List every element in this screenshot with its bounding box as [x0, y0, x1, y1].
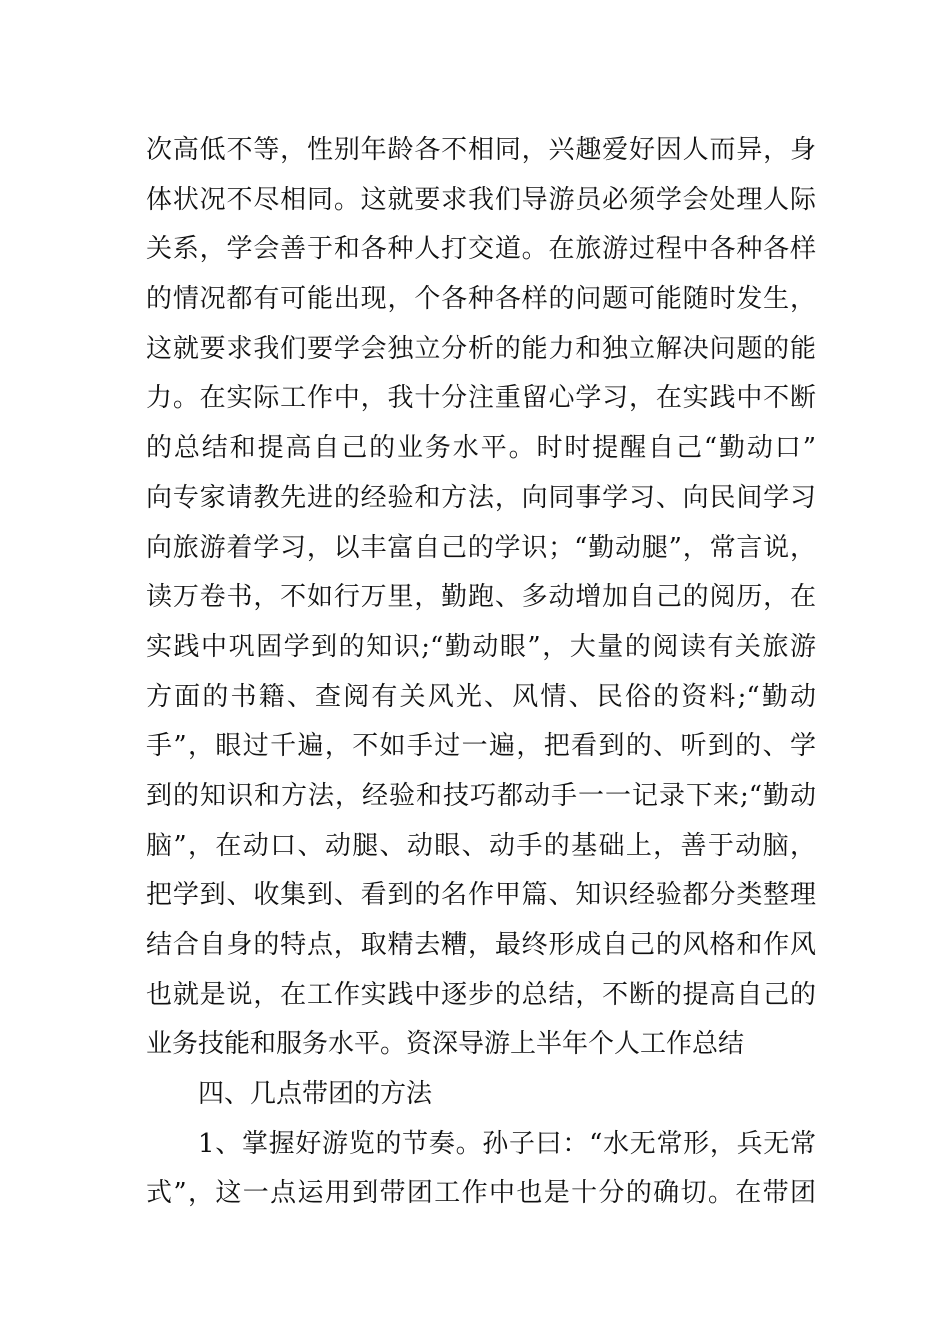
text-line: 体状况不尽相同。这就要求我们导游员必须学会处理人际	[146, 184, 816, 215]
body-text	[146, 126, 816, 1219]
text-line: 到的知识和方法，经验和技巧都动手一一记录下来;“勤动	[146, 780, 816, 811]
text-line: 读万卷书，不如行万里，勤跑、多动增加自己的阅历，在	[146, 582, 816, 613]
text-line: 的情况都有可能出现，个各种各样的问题可能随时发生，	[146, 284, 816, 315]
text-line: 结合自身的特点，取精去糟，最终形成自己的风格和作风	[146, 930, 816, 960]
text-line: 也就是说，在工作实践中逐步的总结，不断的提高自己的	[146, 979, 816, 1010]
text-line: 业务技能和服务水平。资深导游上半年个人工作总结	[146, 1029, 745, 1060]
section-heading: 四、几点带团的方法	[198, 1079, 433, 1110]
text-line: 的总结和提高自己的业务水平。时时提醒自己“勤动口”	[146, 433, 816, 464]
text-line: 手”，眼过千遍，不如手过一遍，把看到的、听到的、学	[146, 731, 816, 762]
text-line: 向旅游着学习，以丰富自己的学识；“勤动腿”，常言说，	[146, 532, 816, 563]
text-line: 关系，学会善于和各种人打交道。在旅游过程中各种各样	[146, 234, 816, 265]
text-line: 方面的书籍、查阅有关风光、风情、民俗的资料;“勤动	[146, 681, 816, 712]
text-line: 脑”，在动口、动腿、动眼、动手的基础上，善于动脑，	[146, 830, 816, 861]
text-line: 式”，这一点运用到带团工作中也是十分的确切。在带团	[146, 1178, 816, 1209]
text-line: 力。在实际工作中，我十分注重留心学习，在实践中不断	[146, 383, 816, 414]
text-line: 1、掌握好游览的节奏。孙子曰：“水无常形，兵无常	[198, 1128, 816, 1159]
text-line: 把学到、收集到、看到的名作甲篇、知识经验都分类整理	[146, 880, 816, 911]
text-line: 向专家请教先进的经验和方法，向同事学习、向民间学习	[146, 482, 816, 513]
text-line: 次高低不等，性别年龄各不相同，兴趣爱好因人而异，身	[146, 135, 816, 165]
text-line: 实践中巩固学到的知识;“勤动眼”，大量的阅读有关旅游	[146, 631, 816, 662]
text-line: 这就要求我们要学会独立分析的能力和独立解决问题的能	[146, 333, 816, 364]
